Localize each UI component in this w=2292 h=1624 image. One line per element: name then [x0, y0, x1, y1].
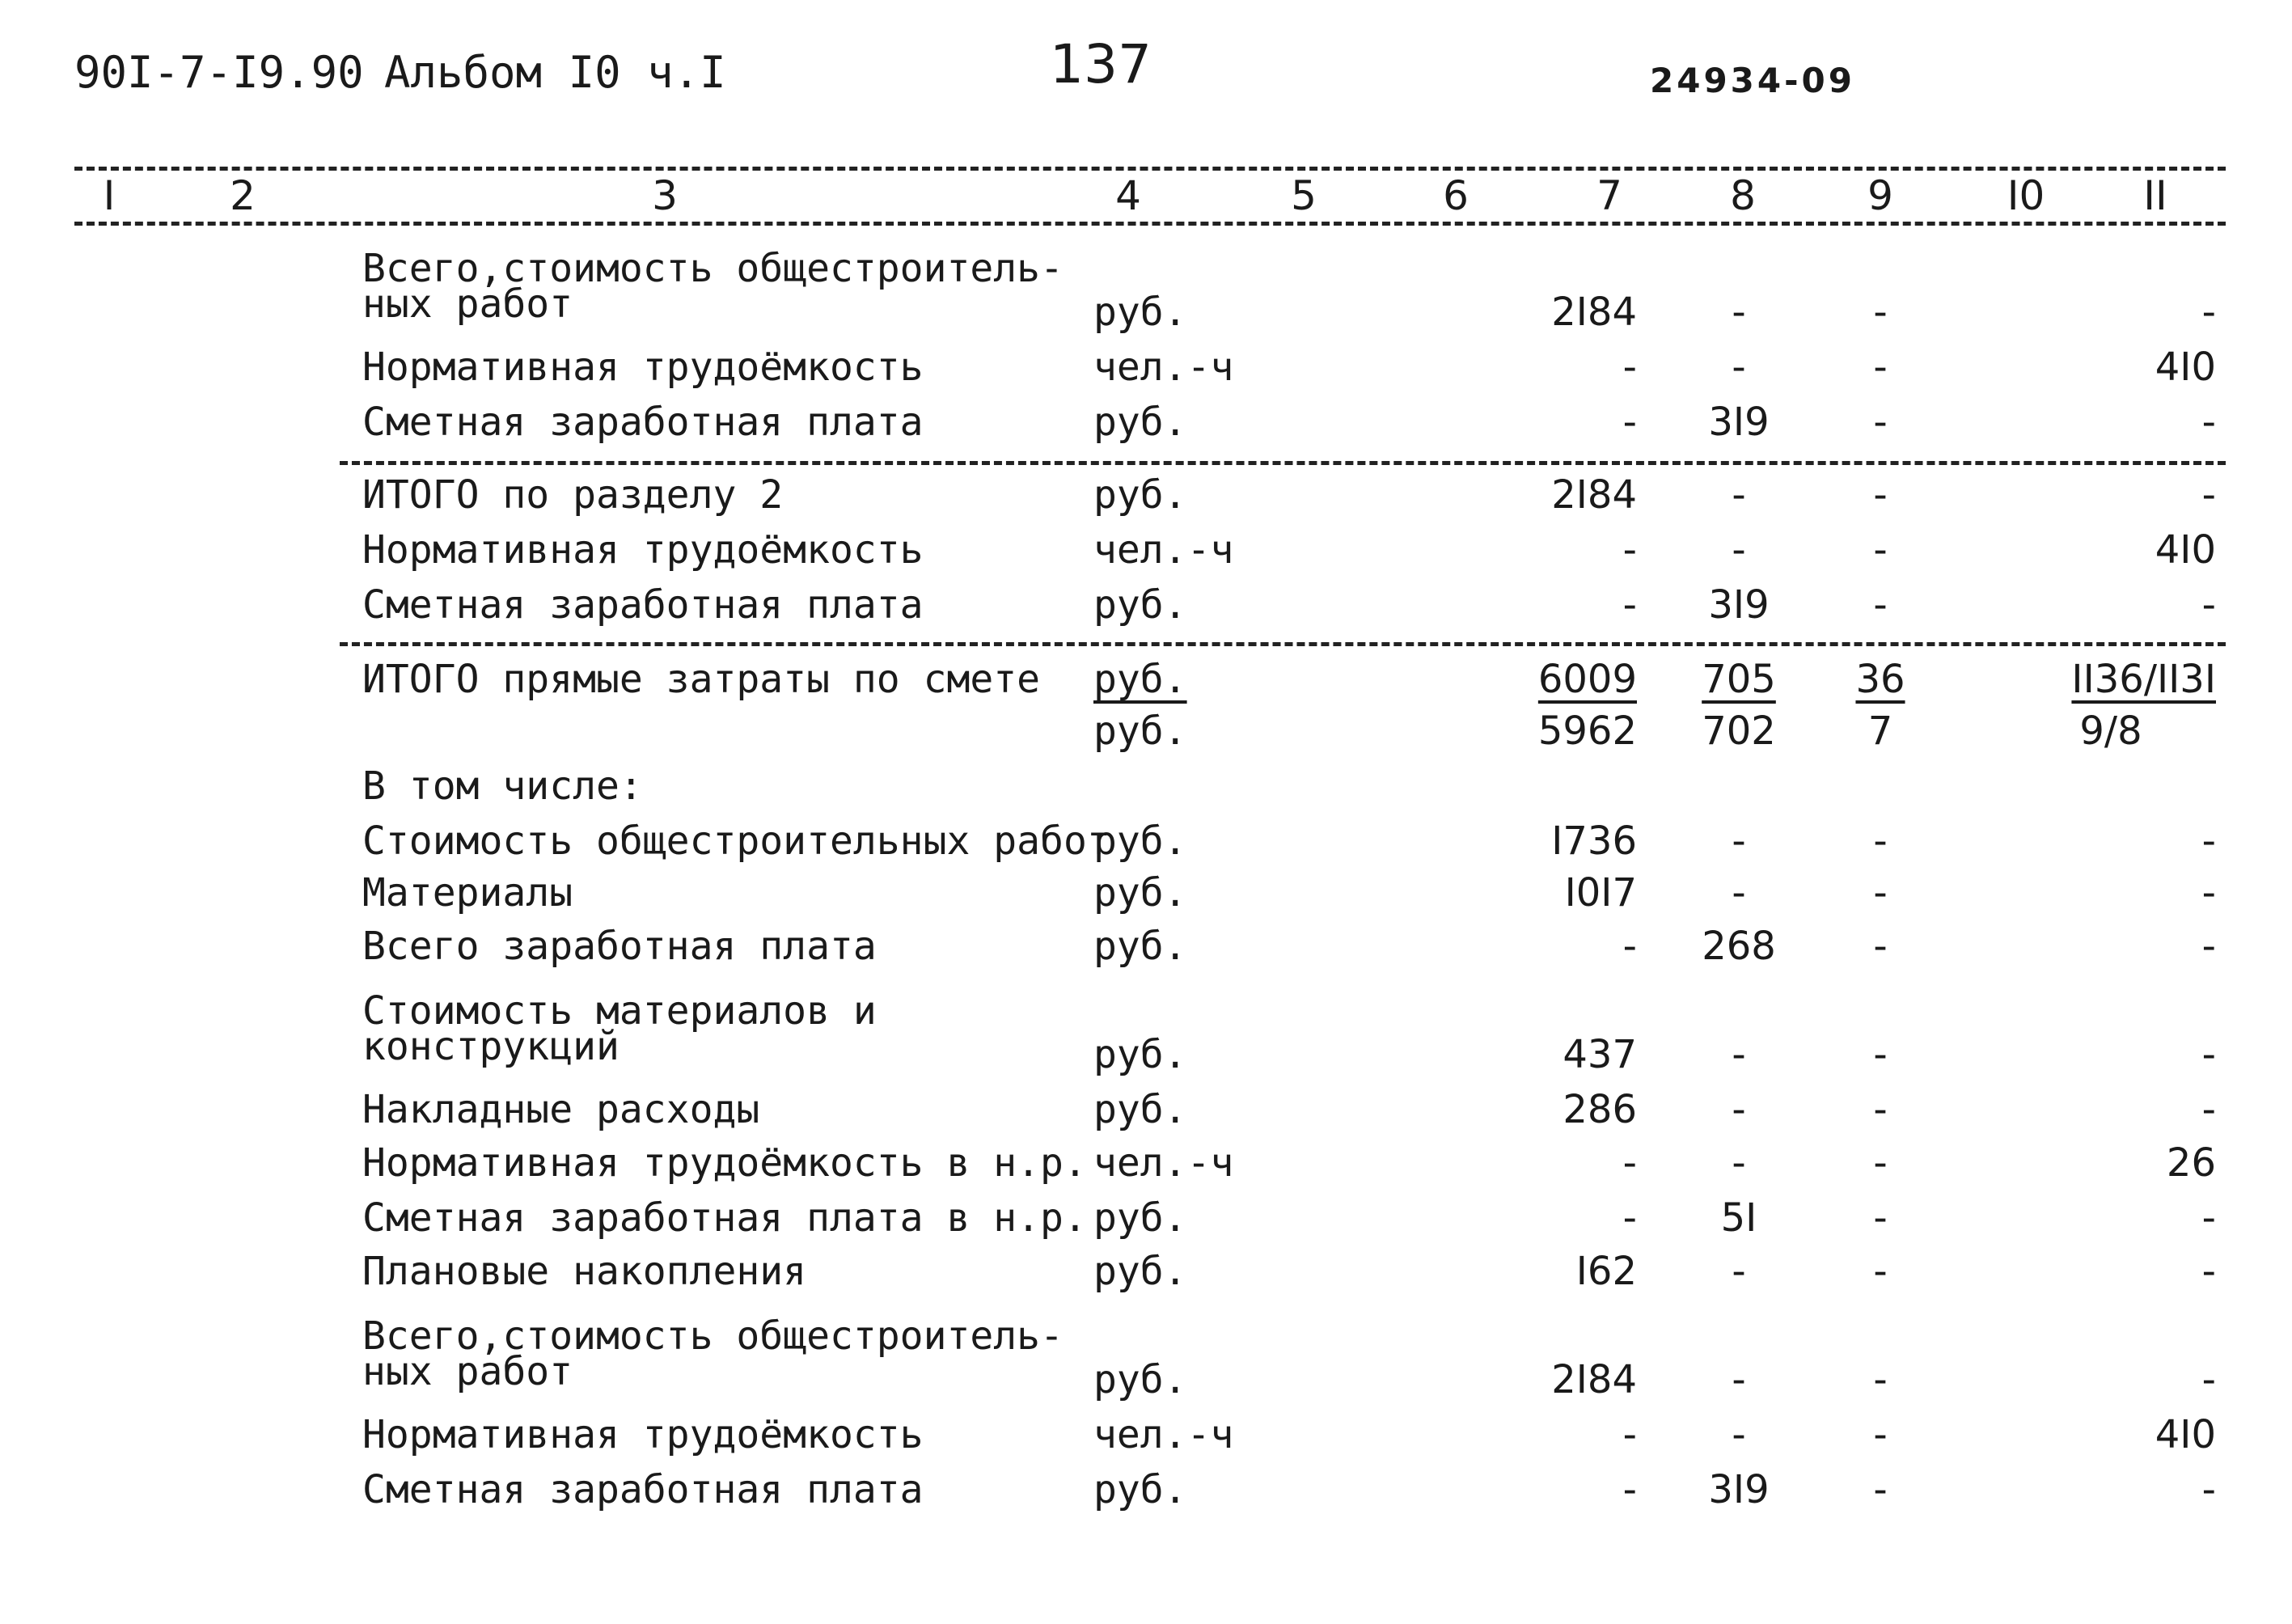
total-col11-top: II36/II3I — [2071, 657, 2216, 702]
row-unit: руб. — [1093, 1032, 1187, 1077]
column-number: 5 — [1291, 172, 1317, 219]
total-row-top — [0, 652, 2292, 707]
table-row — [0, 1082, 2292, 1137]
col7-value: 437 — [1563, 1032, 1637, 1077]
col7-value: 2I84 — [1551, 290, 1637, 335]
row-label: Накладные расходы — [362, 1087, 760, 1132]
row-label: Плановые накопления — [362, 1249, 807, 1294]
page-number: 137 — [1050, 33, 1152, 95]
col8-value: 3I9 — [1708, 400, 1770, 445]
row-unit: руб. — [1093, 1195, 1187, 1241]
row-label: Нормативная трудоёмкость — [362, 1412, 924, 1457]
row-unit: руб. — [1093, 400, 1187, 445]
column-number: 3 — [652, 172, 678, 219]
col8-value: 3I9 — [1708, 582, 1770, 628]
table-row — [0, 340, 2292, 395]
column-number: 2 — [230, 172, 256, 219]
col7-value: - — [1622, 1195, 1637, 1241]
table-row — [0, 1136, 2292, 1191]
col7-value: - — [1622, 527, 1637, 573]
col8-value: 3I9 — [1708, 1467, 1770, 1512]
table-row — [0, 1191, 2292, 1245]
including-label: В том числе: — [362, 763, 643, 809]
table-row — [0, 1407, 2292, 1462]
col8-value: - — [1732, 870, 1746, 916]
total-unit-top: руб. — [1093, 657, 1187, 702]
total-col9-bottom: 7 — [1867, 708, 1893, 754]
header-bottom-divider — [74, 222, 2226, 226]
col8-value: - — [1732, 1140, 1746, 1186]
col11-value: - — [2201, 1249, 2216, 1294]
header-top-divider — [74, 167, 2226, 171]
col11-value: - — [2201, 870, 2216, 916]
row-label: Нормативная трудоёмкость в н.р. — [362, 1140, 1087, 1186]
row-unit: чел.-ч — [1093, 1412, 1234, 1457]
row-label: Всего заработная плата — [362, 924, 877, 969]
col11-value: - — [2201, 472, 2216, 518]
col8-value: 5I — [1720, 1195, 1757, 1241]
total-unit-bottom: руб. — [1093, 708, 1187, 754]
col9-value: - — [1873, 870, 1888, 916]
col7-value: - — [1622, 924, 1637, 969]
col9-value: - — [1873, 290, 1888, 335]
column-number: I0 — [2007, 172, 2045, 219]
row-unit: руб. — [1093, 818, 1187, 864]
col8-value: - — [1732, 1032, 1746, 1077]
col7-value: I0I7 — [1564, 870, 1637, 916]
col7-value: - — [1622, 582, 1637, 628]
row-unit: руб. — [1093, 472, 1187, 518]
col8-value: - — [1732, 1087, 1746, 1132]
table-row — [0, 1462, 2292, 1517]
col9-value: - — [1873, 345, 1888, 390]
col8-value: - — [1732, 290, 1746, 335]
col9-value: - — [1873, 400, 1888, 445]
col9-value: - — [1873, 1249, 1888, 1294]
row-label: ИТОГО по разделу 2 — [362, 472, 784, 518]
col9-value: - — [1873, 1467, 1888, 1512]
col11-value: - — [2201, 1467, 2216, 1512]
total-col7-bottom: 5962 — [1537, 708, 1637, 754]
col8-value: - — [1732, 472, 1746, 518]
row-unit: руб. — [1093, 1249, 1187, 1294]
total-col7-top: 6009 — [1537, 657, 1637, 702]
row-unit: руб. — [1093, 290, 1187, 335]
row-unit: руб. — [1093, 924, 1187, 969]
table-row — [0, 1244, 2292, 1299]
total-col11-bottom: 9/8 — [2079, 708, 2142, 754]
col7-value: 286 — [1563, 1087, 1637, 1132]
total-col8-bottom: 702 — [1702, 708, 1776, 754]
column-number: I — [103, 172, 116, 219]
col8-value: - — [1732, 1357, 1746, 1402]
table-row — [0, 814, 2292, 869]
col11-value: 4I0 — [2155, 345, 2216, 390]
row-label: Стоимость общестроительных работ — [362, 818, 1110, 864]
col11-value: - — [2201, 1195, 2216, 1241]
col11-value: - — [2201, 924, 2216, 969]
col7-value: 2I84 — [1551, 1357, 1637, 1402]
col8-value: - — [1732, 527, 1746, 573]
col11-value: 4I0 — [2155, 527, 2216, 573]
row-unit: руб. — [1093, 1357, 1187, 1402]
col11-value: - — [2201, 1357, 2216, 1402]
row-label: Всего,стоимость общестроитель- ных работ — [362, 246, 1064, 327]
col7-value: - — [1622, 400, 1637, 445]
table-row — [0, 246, 2292, 340]
row-label: Стоимость материалов и конструкций — [362, 988, 877, 1069]
total-row-bottom — [0, 704, 2292, 759]
col11-value: - — [2201, 290, 2216, 335]
row-label: Нормативная трудоёмкость — [362, 345, 924, 390]
col11-value: - — [2201, 582, 2216, 628]
col8-value: - — [1732, 1249, 1746, 1294]
row-label: Сметная заработная плата — [362, 400, 924, 445]
table-row — [0, 577, 2292, 632]
col11-value: - — [2201, 1032, 2216, 1077]
col9-value: - — [1873, 1140, 1888, 1186]
col7-value: - — [1622, 345, 1637, 390]
col8-value: - — [1732, 345, 1746, 390]
col9-value: - — [1873, 1412, 1888, 1457]
row-unit: руб. — [1093, 1467, 1187, 1512]
col11-value: 26 — [2166, 1140, 2216, 1186]
table-row — [0, 865, 2292, 920]
col9-value: - — [1873, 924, 1888, 969]
col7-value: - — [1622, 1412, 1637, 1457]
row-unit: чел.-ч — [1093, 1140, 1234, 1186]
col8-value: 268 — [1702, 924, 1776, 969]
col11-value: - — [2201, 400, 2216, 445]
table-row — [0, 395, 2292, 450]
row-label: Материалы — [362, 870, 573, 916]
col9-value: - — [1873, 582, 1888, 628]
col9-value: - — [1873, 1087, 1888, 1132]
table-row — [0, 988, 2292, 1082]
total-col9-top: 36 — [1855, 657, 1905, 702]
col11-value: 4I0 — [2155, 1412, 2216, 1457]
table-row — [0, 467, 2292, 522]
including-row — [0, 759, 2292, 814]
col7-value: I736 — [1551, 818, 1637, 864]
col9-value: - — [1873, 527, 1888, 573]
col11-value: - — [2201, 818, 2216, 864]
column-number: 8 — [1730, 172, 1756, 219]
row-unit: чел.-ч — [1093, 527, 1234, 573]
col11-value: - — [2201, 1087, 2216, 1132]
row-label: Сметная заработная плата — [362, 1467, 924, 1512]
column-number: 7 — [1596, 172, 1622, 219]
col9-value: - — [1873, 1195, 1888, 1241]
row-unit: чел.-ч — [1093, 345, 1234, 390]
row-unit: руб. — [1093, 870, 1187, 916]
table-row — [0, 522, 2292, 577]
col9-value: - — [1873, 472, 1888, 518]
table-row — [0, 1313, 2292, 1407]
col9-value: - — [1873, 818, 1888, 864]
document-code: 90I-7-I9.90 — [74, 47, 364, 98]
col9-value: - — [1873, 1357, 1888, 1402]
section-divider — [340, 461, 2226, 465]
row-label: Сметная заработная плата в н.р. — [362, 1195, 1087, 1241]
table-row — [0, 919, 2292, 974]
row-label: Нормативная трудоёмкость — [362, 527, 924, 573]
col7-value: 2I84 — [1551, 472, 1637, 518]
column-number: II — [2143, 172, 2167, 219]
inventory-number: 24934-09 — [1650, 61, 1855, 100]
column-number: 9 — [1867, 172, 1893, 219]
album-label: Альбом I0 ч.I — [384, 47, 726, 98]
total-col8-top: 705 — [1702, 657, 1776, 702]
col8-value: - — [1732, 818, 1746, 864]
col7-value: - — [1622, 1467, 1637, 1512]
row-unit: руб. — [1093, 582, 1187, 628]
col7-value: - — [1622, 1140, 1637, 1186]
row-unit: руб. — [1093, 1087, 1187, 1132]
row-label: Всего,стоимость общестроитель- ных работ — [362, 1313, 1064, 1394]
column-number: 4 — [1115, 172, 1141, 219]
col7-value: I62 — [1575, 1249, 1637, 1294]
col9-value: - — [1873, 1032, 1888, 1077]
section-divider — [340, 642, 2226, 646]
col8-value: - — [1732, 1412, 1746, 1457]
row-label: Сметная заработная плата — [362, 582, 924, 628]
column-number: 6 — [1443, 172, 1469, 219]
total-label: ИТОГО прямые затраты по смете — [362, 657, 1041, 702]
